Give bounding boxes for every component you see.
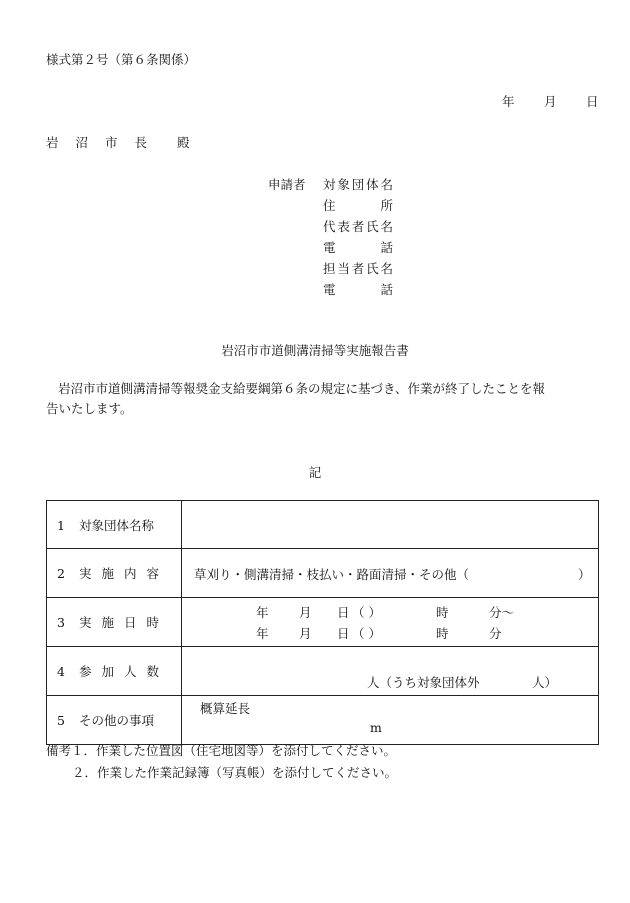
body-text-line-1: 岩沼市市道側溝清掃等報奨金支給要綱第６条の規定に基づき、作業が終了したことを報 — [58, 381, 546, 396]
row-number: 4 — [57, 664, 65, 679]
addressee — [46, 133, 190, 151]
dt-day: 日 — [337, 626, 350, 641]
table-row — [47, 647, 599, 696]
row-number: 2 — [57, 566, 65, 581]
length-unit: m — [370, 720, 382, 735]
row-label-text: 対象団体名称 — [79, 517, 155, 533]
dt-year: 年 — [256, 626, 269, 641]
date-day-label: 日 — [586, 94, 599, 109]
date-year-label: 年 — [502, 94, 515, 109]
dt-year: 年 — [256, 605, 269, 620]
dt-minute-to: 分 — [489, 626, 502, 641]
row-number: 1 — [57, 517, 65, 533]
report-table — [46, 500, 599, 745]
ki-heading: 記 — [308, 465, 322, 480]
field-contact-person: 担当者氏名 — [323, 261, 393, 276]
dt-weekday: （ ） — [352, 605, 381, 620]
addressee-char: 長 — [134, 135, 148, 150]
notes-line-1 — [46, 741, 396, 759]
dt-hour: 時 — [436, 605, 449, 620]
field-address: 住所 — [323, 198, 393, 213]
body-text-line-2: 告いたします。 — [46, 401, 133, 416]
note-item: ２．作業した作業記録簿（写真帳）を添付してください。 — [72, 765, 398, 780]
row-label — [47, 549, 182, 598]
row-label — [47, 696, 182, 745]
participants-text: 人（うち対象団体外 — [367, 675, 480, 690]
dt-day: 日 — [337, 605, 350, 620]
group-name-value[interactable] — [182, 501, 599, 549]
work-content-options: 草刈り・側溝清掃・枝払い・路面清掃・その他（ — [194, 567, 470, 582]
row-label — [47, 598, 182, 647]
dt-weekday: （ ） — [352, 626, 381, 641]
dt-minute-from: 分～ — [489, 605, 515, 620]
note-item: １．作業した位置図（住宅地図等）を添付してください。 — [71, 743, 397, 758]
row-label — [47, 501, 182, 549]
row-number: 5 — [57, 713, 65, 728]
field-representative: 代表者氏名 — [323, 219, 393, 234]
row-label-text: 実施内容 — [79, 566, 159, 581]
applicant-label: 申請者 — [268, 177, 306, 192]
participants-value[interactable] — [182, 647, 599, 696]
row-label-text: 参加人数 — [79, 664, 159, 679]
addressee-char: 岩 — [46, 135, 59, 150]
dt-month: 月 — [299, 626, 312, 641]
row-label — [47, 647, 182, 696]
addressee-honorific: 殿 — [177, 135, 190, 150]
work-content-close: ） — [578, 567, 591, 582]
notes-prefix: 備考 — [46, 743, 72, 758]
form-number: 様式第２号（第６条関係） — [46, 52, 197, 67]
row-label-text: その他の事項 — [79, 713, 155, 728]
field-contact-phone: 電話 — [323, 282, 393, 297]
addressee-char: 市 — [105, 135, 118, 150]
document-title: 岩沼市市道側溝清掃等実施報告書 — [221, 343, 409, 358]
field-group-name: 対象団体名 — [323, 177, 393, 192]
table-row — [47, 549, 599, 598]
applicant-fields — [323, 175, 393, 301]
work-content-value[interactable] — [182, 549, 599, 598]
table-row — [47, 598, 599, 647]
other-matters-value[interactable] — [182, 696, 599, 745]
row-label-text: 実施日時 — [79, 615, 159, 630]
estimated-length-label: 概算延長 — [200, 701, 251, 716]
table-row — [47, 501, 599, 549]
datetime-value[interactable] — [182, 598, 599, 647]
dt-month: 月 — [299, 605, 312, 620]
participants-close: 人） — [532, 675, 558, 690]
dt-hour: 時 — [436, 626, 449, 641]
date-month-label: 月 — [544, 94, 557, 109]
row-number: 3 — [57, 615, 65, 630]
addressee-char: 沼 — [75, 135, 89, 150]
field-phone: 電話 — [323, 240, 393, 255]
table-row — [47, 696, 599, 745]
